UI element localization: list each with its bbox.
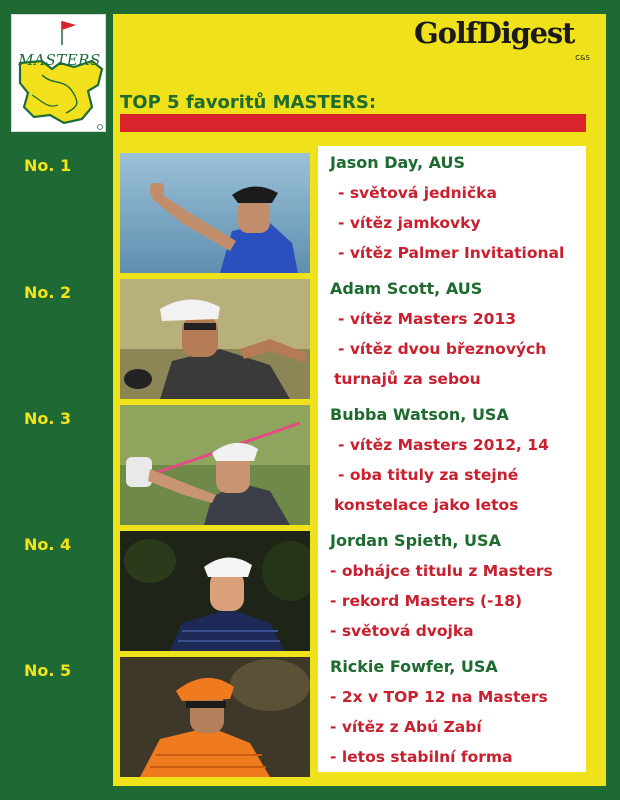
player-entry-4 bbox=[330, 526, 588, 646]
player-photo-4 bbox=[120, 531, 310, 651]
player-entry-5 bbox=[330, 652, 588, 772]
player-name: Bubba Watson, USA bbox=[330, 405, 509, 424]
rank-label-1: No. 1 bbox=[24, 156, 72, 175]
rank-label-3: No. 3 bbox=[24, 409, 72, 428]
player-name: Jordan Spieth, USA bbox=[330, 531, 501, 550]
rank-label-4: No. 4 bbox=[24, 535, 72, 554]
player-point: - vítěz Palmer Invitational bbox=[338, 244, 565, 262]
player-point: - světová dvojka bbox=[330, 622, 474, 640]
headline: TOP 5 favoritů MASTERS: bbox=[120, 92, 377, 113]
player-photo-5 bbox=[120, 657, 310, 777]
red-divider-bar bbox=[120, 114, 586, 132]
rank-label-5: No. 5 bbox=[24, 661, 72, 680]
player-point: - vítěz dvou březnových bbox=[338, 340, 547, 358]
masters-map-icon bbox=[12, 15, 107, 133]
player-point: - vítěz Masters 2012, 14 bbox=[338, 436, 549, 454]
golf-digest-brand bbox=[414, 16, 602, 62]
player-point: turnajů za sebou bbox=[334, 370, 481, 388]
player-photo-3 bbox=[120, 405, 310, 525]
brand-subtitle: C&S bbox=[575, 54, 590, 62]
player-point: - oba tituly za stejné bbox=[338, 466, 519, 484]
player-point: - vítěz Masters 2013 bbox=[338, 310, 517, 328]
player-point: - vítěz jamkovky bbox=[338, 214, 481, 232]
rank-label-2: No. 2 bbox=[24, 283, 72, 302]
player-point: - rekord Masters (-18) bbox=[330, 592, 523, 610]
player-name: Adam Scott, AUS bbox=[330, 279, 483, 298]
player-entry-3 bbox=[330, 400, 588, 520]
player-point: konstelace jako letos bbox=[334, 496, 519, 514]
player-point: - světová jednička bbox=[338, 184, 497, 202]
player-entry-1 bbox=[330, 148, 588, 268]
player-point: - letos stabilní forma bbox=[330, 748, 513, 766]
brand-name: GolfDigest bbox=[414, 16, 575, 50]
player-name: Rickie Fowfer, USA bbox=[330, 657, 498, 676]
masters-logo bbox=[11, 14, 106, 132]
player-point: - 2x v TOP 12 na Masters bbox=[330, 688, 548, 706]
player-point: - vítěz z Abú Zabí bbox=[330, 718, 482, 736]
player-photo-1 bbox=[120, 153, 310, 273]
player-photo-2 bbox=[120, 279, 310, 399]
player-entry-2 bbox=[330, 274, 588, 394]
player-point: - obhájce titulu z Masters bbox=[330, 562, 553, 580]
masters-logo-text: MASTERS bbox=[18, 51, 101, 69]
player-name: Jason Day, AUS bbox=[330, 153, 466, 172]
